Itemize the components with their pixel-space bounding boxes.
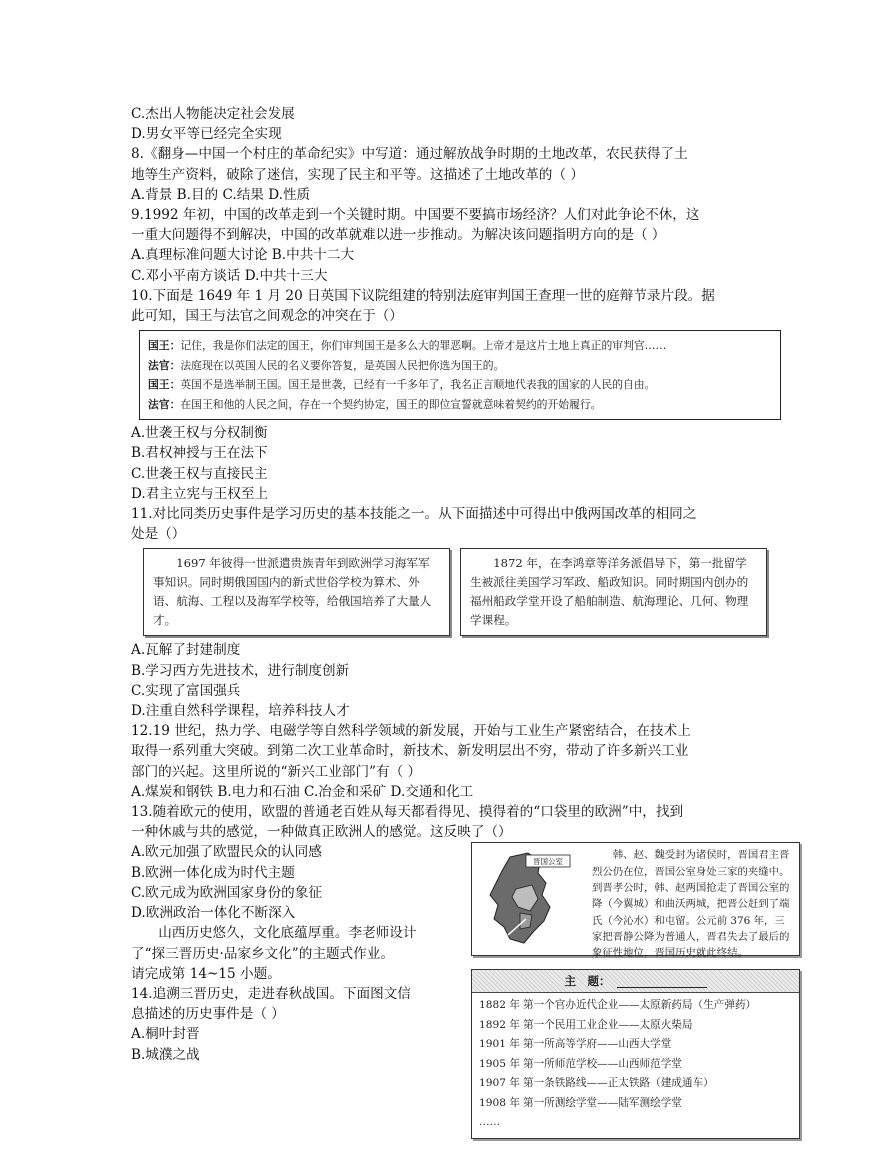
header-label: 主 题： <box>564 974 611 989</box>
q10-dialog-box <box>139 330 781 420</box>
item-text: 第一所高等学府——山西大学堂 <box>523 1038 672 1051</box>
q13-option-a: A.欧元加强了欧盟民众的认同感 <box>131 844 322 861</box>
q9-options-2: C.邓小平南方谈话 D.中共十三大 <box>131 267 328 284</box>
box-text: 1872 年，在李鸿章等洋务派倡导下，第一批留学生被派往美国学习军政、船政知识。同时期国内创办的福州船政学堂开设了船舶制造、航海理论、几何、物理学课程。 <box>470 556 749 628</box>
q8-options: A.背景 B.目的 C.结果 D.性质 <box>131 186 311 203</box>
q9-stem-1: 9.1992 年初，中国的改革走到一个关键时期。中国要不要搞市场经济？人们对此争论不休，这 <box>131 207 700 224</box>
q8-stem-2: 地等生产资料，破除了迷信，实现了民主和平等。这描述了土地改革的（ ） <box>131 166 584 183</box>
q14-stem-1: 14.追溯三晋历史，走进春秋战国。下面图文信 <box>131 985 411 1002</box>
item-text: 第一所师范学校——山西师范学堂 <box>523 1057 682 1070</box>
q7-option-d: D.男女平等已经完全实现 <box>131 126 282 143</box>
dialog-speaker: 国王： <box>148 378 181 392</box>
list-item <box>479 1074 792 1094</box>
dialog-speaker: 法官： <box>148 358 181 372</box>
item-year: 1892 年 <box>479 1018 520 1031</box>
firsts-list <box>472 993 799 1136</box>
q9-stem-2: 一重大问题得不到解决，中国的改革就难以进一步推动。为解决该问题指明方向的是（ ） <box>131 227 666 244</box>
figure-header <box>472 970 799 993</box>
bottom-section <box>131 842 790 1162</box>
intro-text-3: 请完成第 14~15 小题。 <box>131 965 281 982</box>
dialog-text: 法庭现在以英国人民的名义要你答复，是英国人民把你选为国王的。 <box>180 358 505 372</box>
q12-options: A.煤炭和钢铁 B.电力和石油 C.冶金和采矿 D.交通和化工 <box>131 783 474 800</box>
dialog-speaker: 法官： <box>148 397 181 411</box>
dialog-text: 记住，我是你们法定的国王，你们审判国王是多么大的罪恶啊。上帝才是这片土地上真正的审判官…… <box>180 339 667 353</box>
item-year: 1905 年 <box>479 1057 520 1070</box>
shanxi-map-figure <box>471 842 800 960</box>
dialog-text: 在国王和他的人民之间，存在一个契约协定，国王的即位宣誓就意味着契约的开始履行。 <box>180 397 602 411</box>
q13-option-b: B.欧洲一体化成为时代主题 <box>131 864 295 881</box>
q12-stem-3: 部门的兴起。这里所说的“新兴工业部门”有（ ） <box>131 763 422 780</box>
exam-page <box>131 104 790 1162</box>
q11-option-d: D.注重自然科学课程，培养科技人才 <box>131 703 350 720</box>
item-text: 第一个民用工业企业——太原火柴局 <box>523 1018 693 1031</box>
q10-stem-2: 此可知，国王与法官之间观念的冲突在于（） <box>131 308 403 325</box>
list-item <box>479 1035 792 1055</box>
item-year: 1901 年 <box>479 1038 520 1051</box>
q11-comparison-boxes <box>143 548 771 636</box>
shanxi-map-icon <box>480 849 592 949</box>
dialog-speaker: 国王： <box>148 339 181 353</box>
map-description: 韩、赵、魏受封为诸侯时，晋国君主晋烈公仍在位，晋国公室身处三家的夹缝中。到晋孝公时，韩、赵两国抢走了晋国公室的降（今翼城）和曲沃两城，把晋公赶到了端氏（今沁水）和屯留。公元前 376 年，三家把晋静公降为普通人，晋君失去了最后的象征性地位，晋国历史就此终结。 <box>592 849 790 960</box>
header-blank <box>617 977 707 988</box>
q11-option-b: B.学习西方先进技术，进行制度创新 <box>131 662 350 679</box>
q8-stem-1: 8.《翻身—中国一个村庄的革命纪实》中写道：通过解放战争时期的土地改革，农民获得了土 <box>131 146 688 163</box>
q11-box-russia <box>143 548 450 636</box>
item-year: 1882 年 <box>479 999 520 1012</box>
dialog-text: 英国不是选举制王国。国王是世袭，已经有一千多年了，我名正言顺地代表我的国家的人民的自由。 <box>180 378 656 392</box>
q13-stem-2: 一种休戚与共的感觉，一种做真正欧洲人的感觉。这反映了（） <box>131 824 512 841</box>
q10-stem-1: 10.下面是 1649 年 1 月 20 日英国下议院组建的特别法庭审判国王查理一世的庭辩节录片段。据 <box>131 287 715 304</box>
list-item <box>479 996 792 1016</box>
list-ellipsis: …… <box>479 1116 501 1129</box>
q10-option-c: C.世袭王权与直接民主 <box>131 465 268 482</box>
q14-option-b: B.城濮之战 <box>131 1046 200 1063</box>
q10-option-b: B.君权神授与王在法下 <box>131 445 268 462</box>
q9-options-1: A.真理标准问题大讨论 B.中共十二大 <box>131 247 355 264</box>
dialog-line <box>148 395 772 415</box>
q13-stem-1: 13.随着欧元的使用，欧盟的普通老百姓从每天都看得见、摸得着的“口袋里的欧洲”中，找到 <box>131 804 684 821</box>
dialog-line <box>148 336 772 356</box>
q13-option-d: D.欧洲政治一体化不断深入 <box>131 905 296 922</box>
q11-box-china <box>460 548 767 636</box>
dialog-line <box>148 375 772 395</box>
q11-stem-2: 处是（） <box>131 526 186 543</box>
item-year: 1908 年 <box>479 1096 520 1109</box>
q11-option-c: C.实现了富国强兵 <box>131 682 241 699</box>
q7-option-c: C.杰出人物能决定社会发展 <box>131 106 295 122</box>
item-year: 1907 年 <box>479 1077 520 1090</box>
intro-text-1: 山西历史悠久，文化底蕴厚重。李老师设计 <box>158 925 417 942</box>
q11-option-a: A.瓦解了封建制度 <box>131 642 241 659</box>
map-label: 晋国公室 <box>533 857 563 867</box>
shanxi-firsts-figure <box>471 969 800 1139</box>
q12-stem-2: 取得一系列重大突破。到第二次工业革命时，新技术、新发明层出不穷，带动了许多新兴工业 <box>131 743 689 760</box>
q10-option-a: A.世袭王权与分权制衡 <box>131 425 268 442</box>
intro-text-2: 了“探三晋历史·品家乡文化”的主题式作业。 <box>131 945 394 962</box>
q14-stem-2: 息描述的历史事件是（ ） <box>131 1006 285 1023</box>
q12-stem-1: 12.19 世纪，热力学、电磁学等自然科学领域的新发展，开始与工业生产紧密结合，在技术上 <box>131 723 691 740</box>
item-text: 第一条铁路线——正太铁路（建成通车） <box>523 1077 714 1090</box>
list-item <box>479 1016 792 1036</box>
left-column <box>131 842 461 1064</box>
box-text: 1697 年彼得一世派遣贵族青年到欧洲学习海军军事知识。同时期俄国国内的新式世俗学校为算术、外语、航海、工程以及海军学校等，给俄国培养了大量人才。 <box>153 556 432 628</box>
q11-stem-1: 11.对比同类历史事件是学习历史的基本技能之一。从下面描述中可得出中俄两国改革的相同之 <box>131 506 697 523</box>
q10-option-d: D.君主立宪与王权至上 <box>131 485 269 502</box>
item-text: 第一个官办近代企业——太原新药局（生产弹药） <box>523 999 757 1012</box>
list-item <box>479 1094 792 1114</box>
item-text: 第一所测绘学堂——陆军测绘学堂 <box>523 1096 682 1109</box>
q13-option-c: C.欧元成为欧洲国家身份的象征 <box>131 884 322 901</box>
dialog-line <box>148 356 772 376</box>
list-item <box>479 1055 792 1075</box>
q14-option-a: A.桐叶封晋 <box>131 1026 200 1043</box>
